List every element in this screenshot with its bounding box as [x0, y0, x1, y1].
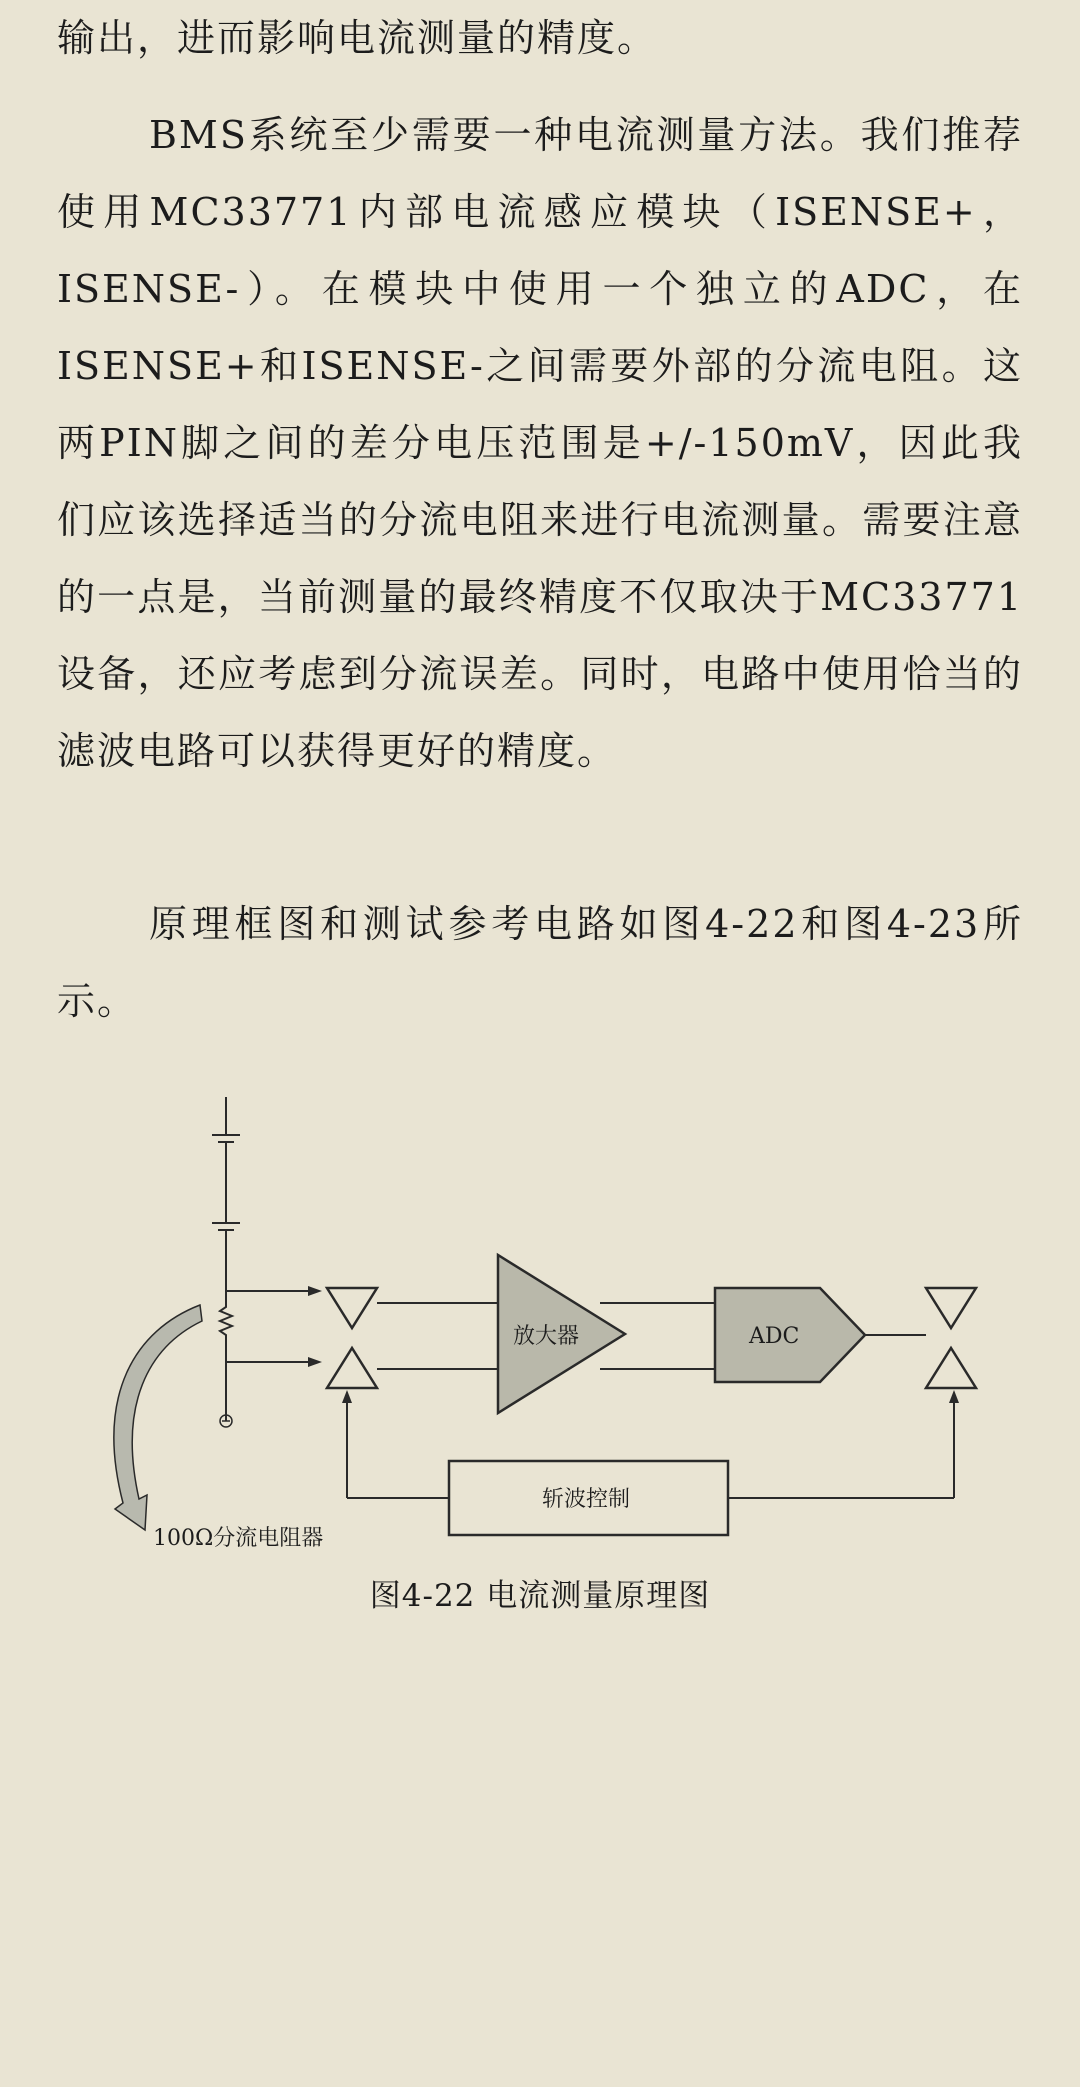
shunt-pointer-arrow	[114, 1305, 202, 1530]
figure-caption: 图4-22 电流测量原理图	[369, 1578, 711, 1614]
sense-lines	[226, 1286, 322, 1367]
paragraph-current-measurement: BMS系统至少需要一种电流测量方法。我们推荐使用MC33771内部电流感应模块（ISENSE+，ISENSE-）。在模块中使用一个独立的ADC，在ISENSE+和ISENSE-之间需要外部的分流电阻。这两PIN脚之间的差分电压范围是+/-150mV，因此我们应该选择适当的分流电阻来进行电流测量。需要注意的一点是，当前测量的最终精度不仅取决于MC33771设备，还应考虑到分流误差。同时，电路中使用恰当的滤波电路可以获得更好的精度。	[57, 113, 1023, 773]
input-chopper-switch	[327, 1288, 377, 1388]
paragraph-continuation: 输出，进而影响电流测量的精度。	[57, 16, 658, 60]
shunt-resistor	[220, 1299, 232, 1421]
shunt-resistor-label: 100Ω分流电阻器	[153, 1526, 324, 1551]
paragraph-figure-reference: 原理框图和测试参考电路如图4-22和图4-23所示。	[57, 902, 1023, 1023]
current-measurement-diagram	[90, 1085, 990, 1575]
adc-label: ADC	[749, 1324, 800, 1349]
amplifier-label: 放大器	[513, 1324, 580, 1349]
chopper-control-label: 斩波控制	[542, 1487, 631, 1512]
battery-stack	[212, 1097, 240, 1299]
control-lines	[342, 1390, 959, 1498]
output-chopper-switch	[926, 1288, 976, 1388]
